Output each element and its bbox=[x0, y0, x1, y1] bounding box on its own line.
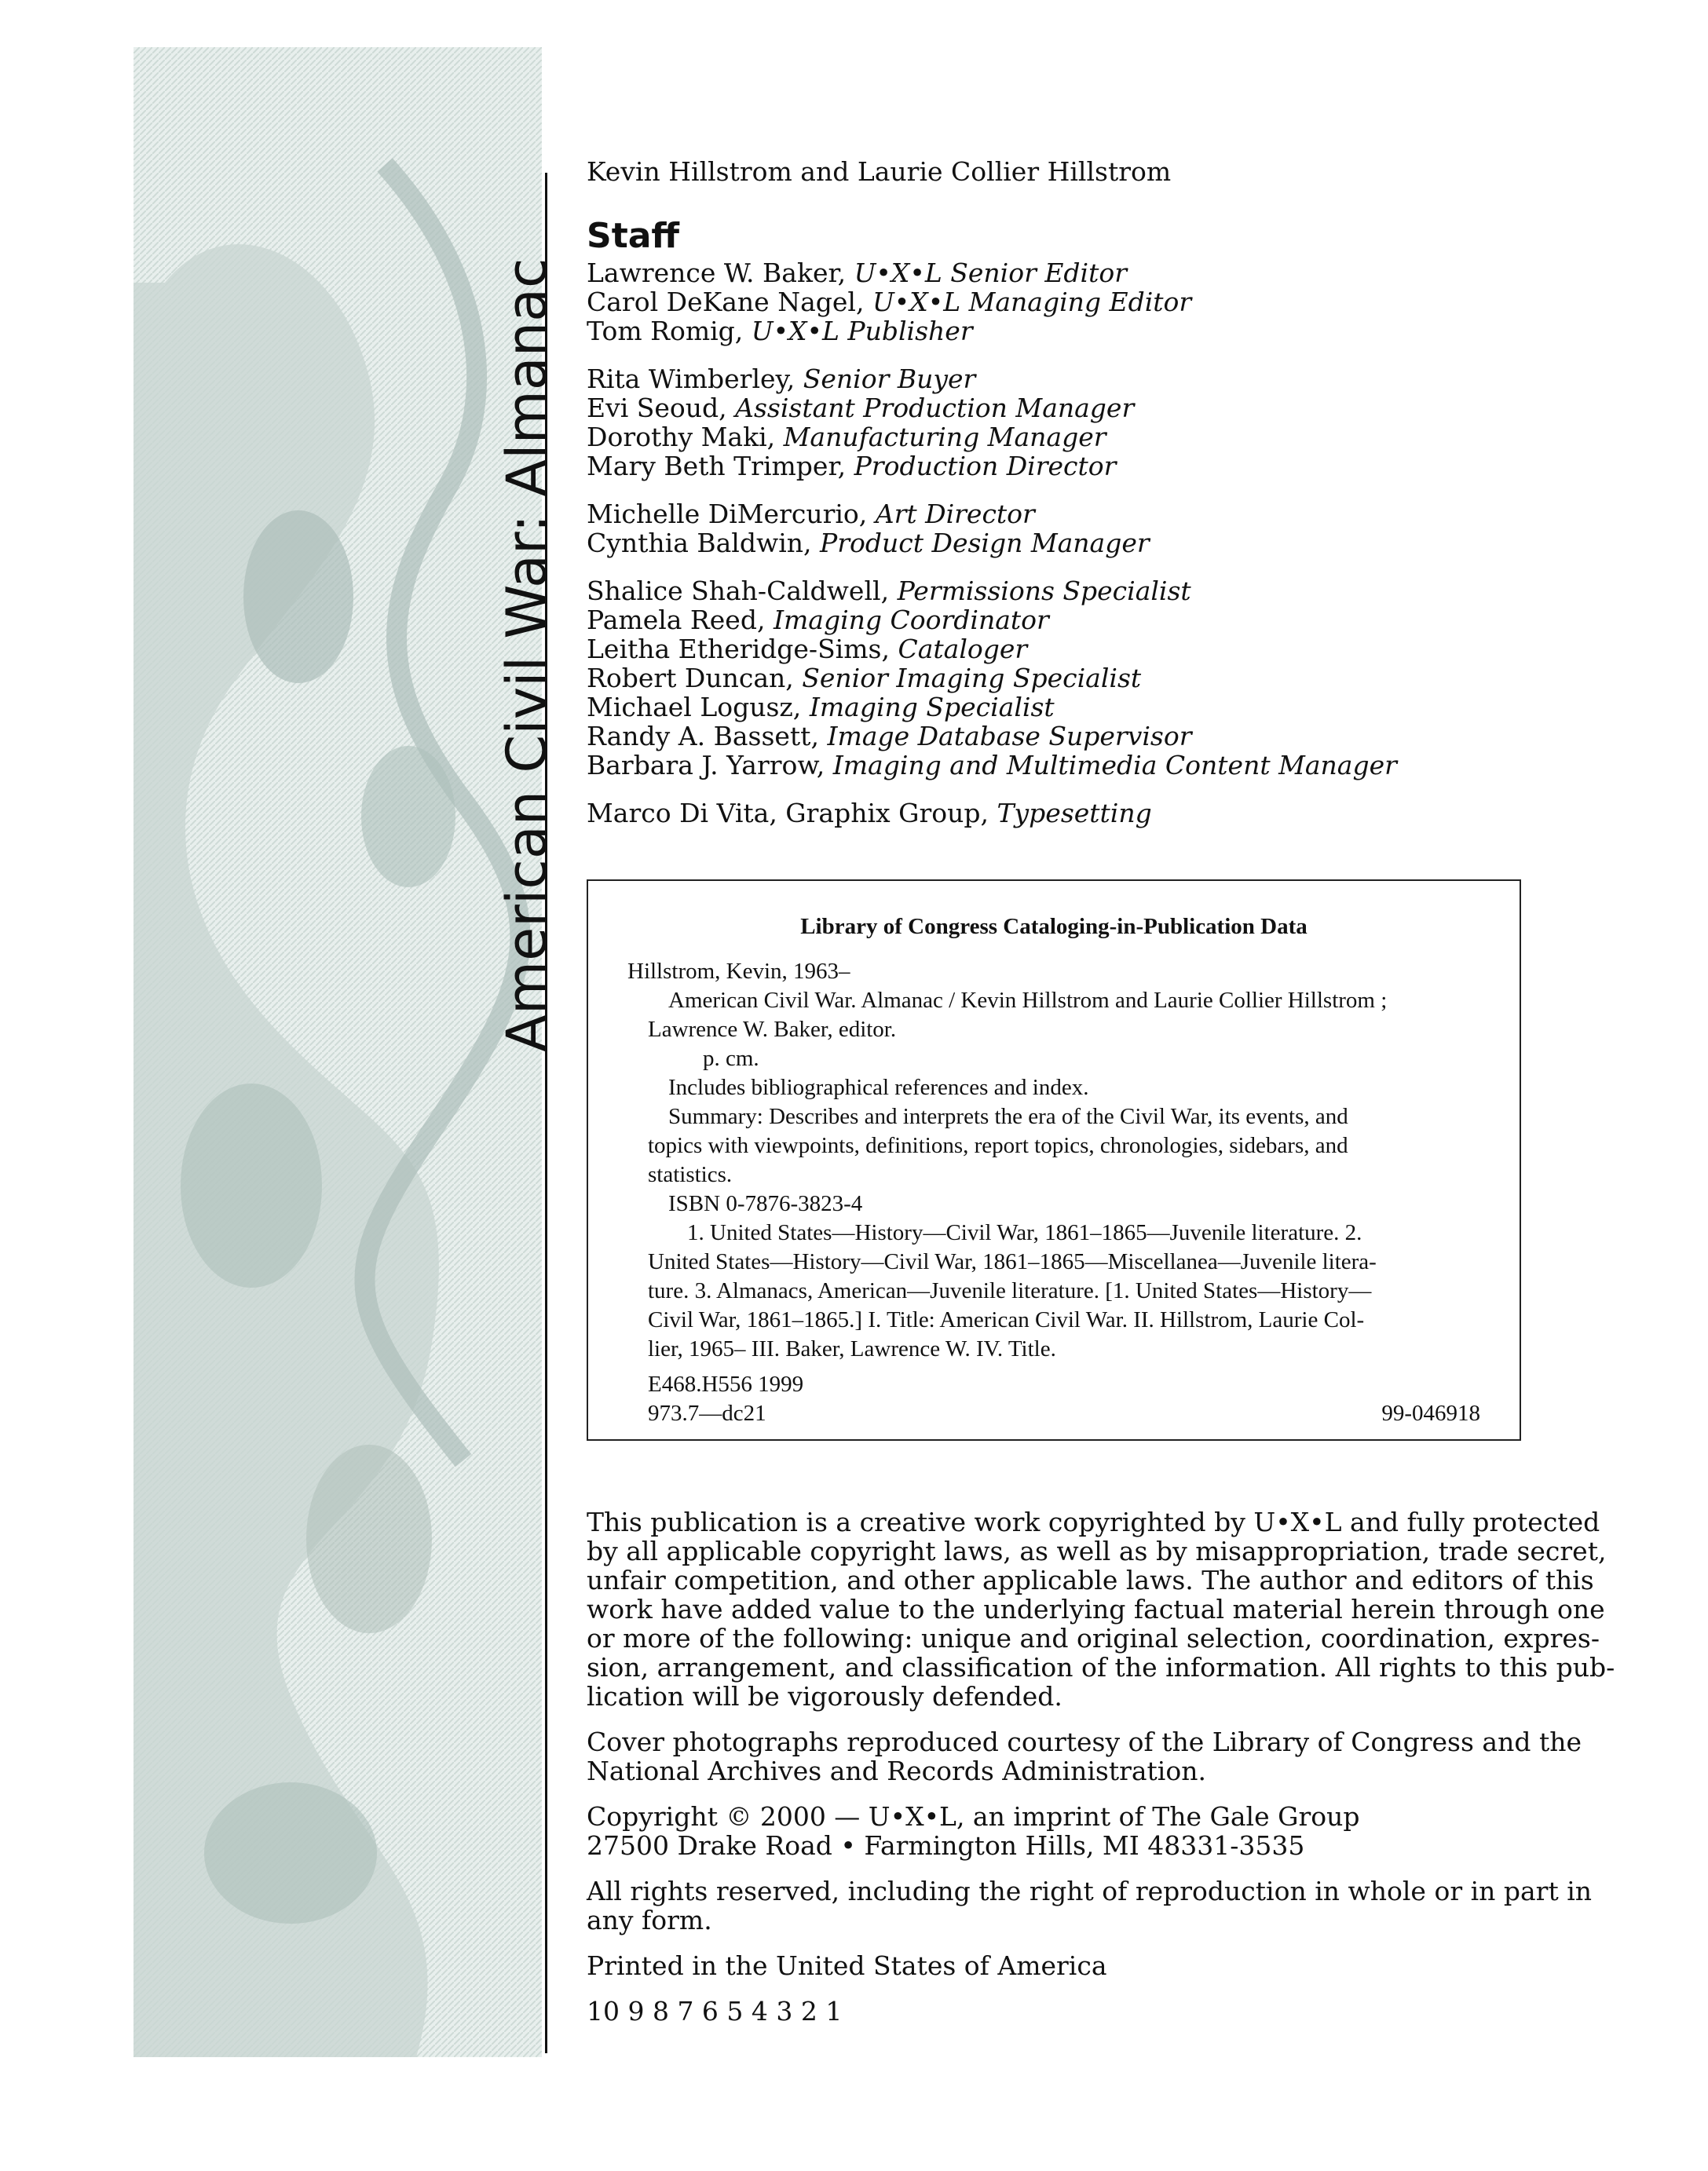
staff-name: Tom Romig, bbox=[587, 316, 744, 346]
staff-name: Robert Duncan, bbox=[587, 663, 794, 693]
text-line: Cover photographs reproduced courtesy of the Library of Congress and the bbox=[587, 1727, 1582, 1757]
cip-subjects: United States—History—Civil War, 1861–1865—Miscellanea—Juvenile litera- bbox=[648, 1249, 1377, 1274]
cip-data-box bbox=[587, 879, 1521, 1441]
staff-entry bbox=[587, 528, 1529, 557]
staff-entry bbox=[587, 499, 1529, 528]
staff-name: Barbara J. Yarrow, bbox=[587, 750, 825, 780]
cip-author: Hillstrom, Kevin, 1963– bbox=[627, 959, 850, 984]
staff-group bbox=[587, 258, 1529, 345]
text-line: or more of the following: unique and original selection, coordination, expres- bbox=[587, 1623, 1600, 1654]
staff-group bbox=[587, 576, 1529, 780]
legal-section bbox=[587, 1507, 1615, 2042]
cip-title: American Civil War. Almanac / Kevin Hillstrom and Laurie Collier Hillstrom ; bbox=[668, 988, 1388, 1013]
staff-entry bbox=[587, 634, 1529, 663]
staff-role: U•X•L Managing Editor bbox=[872, 287, 1192, 317]
staff-role: Image Database Supervisor bbox=[827, 721, 1192, 751]
staff-entry bbox=[587, 576, 1529, 605]
staff-name: Lawrence W. Baker, bbox=[587, 258, 847, 288]
staff-entry bbox=[587, 799, 1529, 828]
staff-role: Manufacturing Manager bbox=[783, 422, 1106, 452]
text-line: work have added value to the underlying factual material herein through one bbox=[587, 1594, 1605, 1625]
staff-entry bbox=[587, 422, 1529, 451]
cip-includes: Includes bibliographical references and index. bbox=[668, 1075, 1089, 1100]
text-line: 27500 Drake Road • Farmington Hills, MI 48331-3535 bbox=[587, 1830, 1305, 1861]
text-line: All rights reserved, including the right of reproduction in whole or in part in bbox=[587, 1876, 1593, 1906]
cip-subjects: Civil War, 1861–1865.] I. Title: American Civil War. II. Hillstrom, Laurie Col- bbox=[648, 1307, 1365, 1332]
staff-role: Assistant Production Manager bbox=[735, 393, 1135, 423]
staff-entry bbox=[587, 364, 1529, 393]
authors-line: Kevin Hillstrom and Laurie Collier Hillstrom bbox=[587, 156, 1172, 187]
staff-name: Carol DeKane Nagel, bbox=[587, 287, 865, 317]
staff-name: Marco Di Vita, Graphix Group, bbox=[587, 798, 989, 828]
staff-role: Imaging Coordinator bbox=[773, 605, 1049, 635]
staff-entry bbox=[587, 751, 1529, 780]
text-line: National Archives and Records Administration. bbox=[587, 1756, 1206, 1786]
cip-isbn: ISBN 0-7876-3823-4 bbox=[668, 1191, 863, 1216]
staff-name: Randy A. Bassett, bbox=[587, 721, 819, 751]
staff-group bbox=[587, 799, 1529, 828]
cip-dewey: 973.7—dc21 bbox=[648, 1401, 766, 1426]
staff-entry bbox=[587, 605, 1529, 634]
printing-number-line: 10 9 8 7 6 5 4 3 2 1 bbox=[587, 1996, 843, 2027]
cip-summary: topics with viewpoints, definitions, report topics, chronologies, sidebars, and bbox=[648, 1133, 1348, 1158]
staff-role: Typesetting bbox=[997, 798, 1152, 828]
staff-role: Permissions Specialist bbox=[897, 576, 1191, 606]
staff-name: Mary Beth Trimper, bbox=[587, 451, 847, 481]
cip-lccn: 99-046918 bbox=[1381, 1401, 1480, 1426]
text-line: unfair competition, and other applicable laws. The author and editors of this bbox=[587, 1565, 1594, 1595]
staff-name: Shalice Shah-Caldwell, bbox=[587, 576, 890, 606]
cip-subjects: 1. United States—History—Civil War, 1861–1865—Juvenile literature. 2. bbox=[687, 1220, 1362, 1245]
staff-entry bbox=[587, 287, 1529, 316]
copyright-notice-paragraph bbox=[587, 1507, 1615, 1712]
staff-name: Pamela Reed, bbox=[587, 605, 766, 635]
staff-name: Leitha Etheridge-Sims, bbox=[587, 634, 890, 664]
staff-name: Cynthia Baldwin, bbox=[587, 528, 812, 558]
staff-role: Imaging Specialist bbox=[809, 692, 1055, 722]
credits-section bbox=[587, 157, 1529, 846]
text-line: sion, arrangement, and classification of the information. All rights to this pub- bbox=[587, 1652, 1615, 1683]
staff-entry bbox=[587, 316, 1529, 345]
staff-role: U•X•L Senior Editor bbox=[854, 258, 1128, 288]
staff-name: Michelle DiMercurio, bbox=[587, 499, 868, 529]
printed-line: Printed in the United States of America bbox=[587, 1950, 1107, 1981]
cip-pages: p. cm. bbox=[703, 1046, 759, 1071]
cover-credit-paragraph bbox=[587, 1727, 1582, 1786]
cip-subjects: lier, 1965– III. Baker, Lawrence W. IV. Title. bbox=[648, 1336, 1056, 1361]
staff-role: Imaging and Multimedia Content Manager bbox=[832, 750, 1397, 780]
cip-heading: Library of Congress Cataloging-in-Publication Data bbox=[800, 914, 1308, 939]
staff-group bbox=[587, 499, 1529, 557]
text-line: This publication is a creative work copyrighted by U•X•L and fully protected bbox=[587, 1507, 1600, 1537]
staff-entry bbox=[587, 258, 1529, 287]
staff-role: Art Director bbox=[875, 499, 1035, 529]
staff-name: Michael Logusz, bbox=[587, 692, 802, 722]
staff-group bbox=[587, 364, 1529, 481]
staff-entry bbox=[587, 451, 1529, 481]
staff-entry bbox=[587, 393, 1529, 422]
staff-entry bbox=[587, 722, 1529, 751]
staff-name: Dorothy Maki, bbox=[587, 422, 776, 452]
staff-role: U•X•L Publisher bbox=[751, 316, 973, 346]
cip-summary: Summary: Describes and interprets the era of the Civil War, its events, and bbox=[668, 1104, 1348, 1129]
cip-lc-class: E468.H556 1999 bbox=[648, 1372, 804, 1397]
staff-role: Production Director bbox=[854, 451, 1117, 481]
staff-role: Senior Imaging Specialist bbox=[802, 663, 1142, 693]
staff-entry bbox=[587, 693, 1529, 722]
cip-summary: statistics. bbox=[648, 1162, 733, 1187]
cip-class-row bbox=[627, 1399, 1480, 1428]
staff-name: Rita Wimberley, bbox=[587, 364, 795, 394]
rights-paragraph bbox=[587, 1876, 1593, 1935]
staff-role: Senior Buyer bbox=[803, 364, 976, 394]
text-line: any form. bbox=[587, 1905, 712, 1935]
background-illustration bbox=[133, 47, 542, 2057]
copyright-paragraph bbox=[587, 1802, 1529, 1860]
text-line: Copyright © 2000 — U•X•L, an imprint of The Gale Group bbox=[587, 1801, 1360, 1832]
staff-heading: Staff bbox=[587, 216, 680, 256]
text-line: by all applicable copyright laws, as well as by misappropriation, trade secret, bbox=[587, 1536, 1607, 1566]
text-line: lication will be vigorously defended. bbox=[587, 1681, 1062, 1712]
cip-title: Lawrence W. Baker, editor. bbox=[648, 1017, 897, 1042]
civil-war-engraving-image bbox=[133, 47, 542, 2057]
staff-name: Evi Seoud, bbox=[587, 393, 727, 423]
staff-role: Product Design Manager bbox=[820, 528, 1150, 558]
cip-subjects: ture. 3. Almanacs, American—Juvenile literature. [1. United States—History— bbox=[648, 1278, 1372, 1303]
spine-title: American Civil War: Almanac bbox=[495, 258, 559, 1052]
staff-role: Cataloger bbox=[898, 634, 1028, 664]
staff-entry bbox=[587, 663, 1529, 693]
